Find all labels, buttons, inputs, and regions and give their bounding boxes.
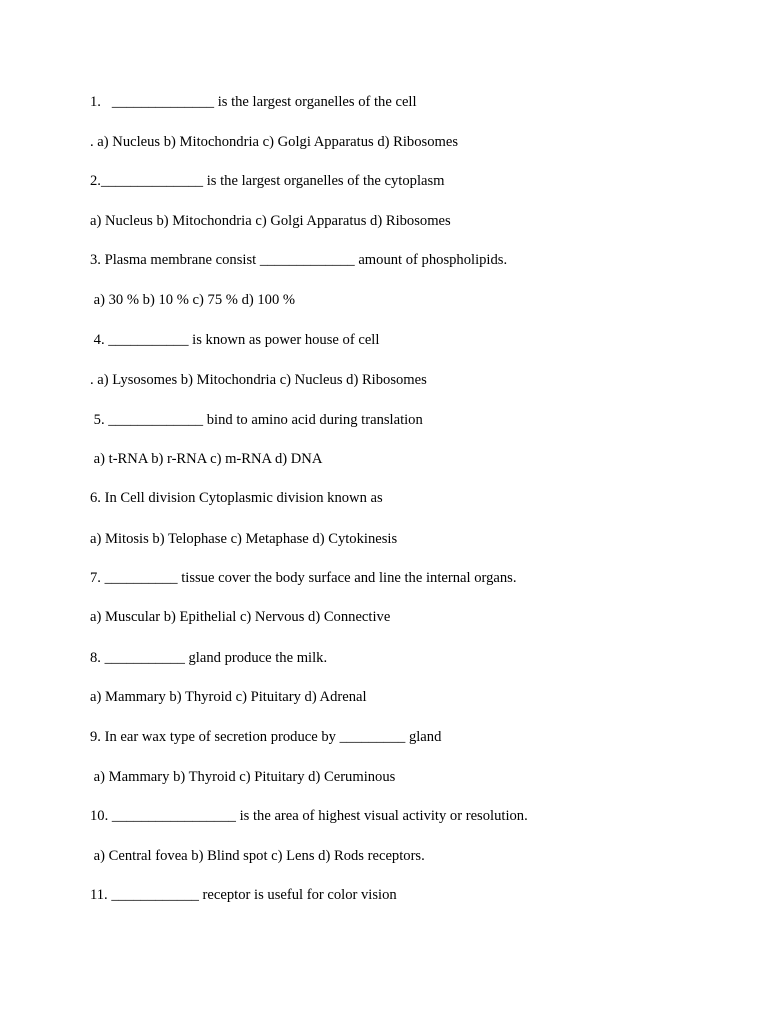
options-3: a) 30 % b) 10 % c) 75 % d) 100 % [90, 292, 296, 308]
options-10: a) Central fovea b) Blind spot c) Lens d) Rods receptors. [90, 848, 425, 864]
options-7: a) Muscular b) Epithelial c) Nervous d) Connective [90, 609, 391, 625]
question-7: 7. __________ tissue cover the body surface and line the internal organs. [90, 570, 517, 586]
question-4: 4. ___________ is known as power house of cell [90, 332, 380, 348]
question-8: 8. ___________ gland produce the milk. [90, 650, 328, 666]
question-9: 9. In ear wax type of secretion produce by _________ gland [90, 729, 442, 745]
question-11: 11. ____________ receptor is useful for color vision [90, 887, 397, 903]
options-4: . a) Lysosomes b) Mitochondria c) Nucleus d) Ribosomes [90, 372, 427, 388]
question-2: 2.______________ is the largest organelles of the cytoplasm [90, 173, 445, 189]
question-5: 5. _____________ bind to amino acid during translation [90, 412, 423, 428]
question-6: 6. In Cell division Cytoplasmic division known as [90, 490, 383, 506]
question-1: 1. ______________ is the largest organelles of the cell [90, 94, 417, 110]
question-3: 3. Plasma membrane consist _____________ amount of phospholipids. [90, 252, 508, 268]
options-5: a) t-RNA b) r-RNA c) m-RNA d) DNA [90, 451, 323, 467]
options-8: a) Mammary b) Thyroid c) Pituitary d) Adrenal [90, 689, 367, 705]
options-2: a) Nucleus b) Mitochondria c) Golgi Apparatus d) Ribosomes [90, 213, 451, 229]
question-10: 10. _________________ is the area of highest visual activity or resolution. [90, 808, 528, 824]
options-9: a) Mammary b) Thyroid c) Pituitary d) Ceruminous [90, 769, 396, 785]
options-1: . a) Nucleus b) Mitochondria c) Golgi Apparatus d) Ribosomes [90, 134, 459, 150]
options-6: a) Mitosis b) Telophase c) Metaphase d) Cytokinesis [90, 531, 398, 547]
